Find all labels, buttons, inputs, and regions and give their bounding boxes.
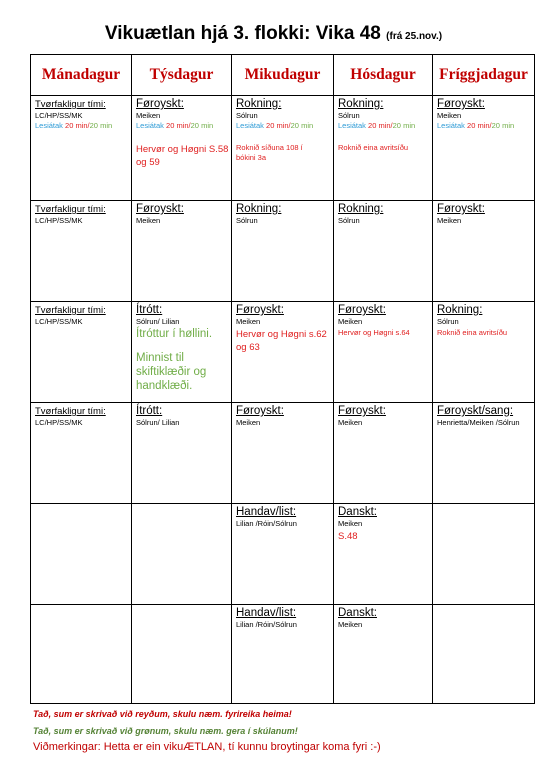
lesson-teacher: Henrietta/Meiken /Sólrun [437,418,520,427]
lesson-subject: Rokning: [236,203,282,215]
lesson-subject: Føroyskt: [437,98,485,110]
lesson-subject: Føroyskt: [338,405,386,417]
table-row [31,201,535,302]
lesson-subject: Føroyskt: [236,304,284,316]
title-main: Vikuætlan hjá 3. flokki: Vika 48 [104,23,381,44]
lesson-subject: Rokning: [338,203,384,215]
day-header-monday: Mánadagur [31,55,132,96]
lesson-cell [232,201,334,302]
lesson-cell [31,403,132,504]
table-row [31,302,535,403]
lesson-subject: Føroyskt: [136,203,184,215]
lesson-cell [334,504,433,605]
page-title [0,22,547,49]
table-row [31,605,535,704]
lesson-cell [132,302,232,403]
lesson-teacher: Meiken [236,418,261,427]
lesson-subject: Tvørfakligur tími: [35,99,106,110]
lesson-teacher: Sólrun [338,111,360,120]
lesson-subject: Føroyskt: [136,98,184,110]
day-header-row [31,55,535,96]
day-header-friday: Fríggjadagur [433,55,535,96]
table-row [31,504,535,605]
homework-note: S.48 [338,531,358,542]
lesson-teacher: Meiken [136,216,161,225]
lesson-subject: Danskt: [338,506,377,518]
reading-line: Lesiátak 20 min/20 min [338,121,416,130]
title-date-range: (frá 25.nov.) [386,31,443,42]
lesson-subject: Handav/list: [236,506,297,518]
table-row [31,403,535,504]
lesson-subject: Ítrótt: [136,304,163,316]
lesson-cell [334,403,433,504]
day-header-wednesday: Mikudagur [232,55,334,96]
lesson-cell [433,302,535,403]
lesson-teacher: LC/HP/SS/MK [35,111,83,120]
lesson-cell [334,605,433,704]
lesson-cell [334,96,433,201]
homework-note: Hervør og Høgni S.58 og 59 [136,144,229,168]
lesson-teacher: LC/HP/SS/MK [35,418,83,427]
day-header-tuesday: Týsdagur [132,55,232,96]
lesson-cell [31,302,132,403]
lesson-cell [132,96,232,201]
lesson-teacher: Sólrun [236,216,258,225]
footer-remarks: Viðmerkingar: Hetta er ein vikuÆTLAN, tí kunnu broytingar koma fyri :-) [33,741,381,753]
reading-line: Lesiátak 20 min/20 min [236,121,314,130]
reading-line: Lesiátak 20 min/20 min [136,121,214,130]
lesson-cell [232,403,334,504]
lesson-teacher: Meiken [338,317,363,326]
lesson-teacher: Meiken [136,111,161,120]
lesson-subject: Rokning: [236,98,282,110]
lesson-teacher: Meiken [338,418,363,427]
lesson-cell [31,96,132,201]
lesson-cell [232,302,334,403]
lesson-teacher: Lilian /Róin/Sólrun [236,519,297,528]
homework-note: Roknið eina avritsíðu [437,328,508,337]
empty-cell [132,504,232,605]
lesson-teacher: Meiken [437,216,462,225]
lesson-cell [334,302,433,403]
lesson-teacher: Meiken [236,317,261,326]
lesson-cell [433,201,535,302]
empty-cell [433,605,535,704]
lesson-teacher: Meiken [338,620,363,629]
homework-note: Roknið eina avritsíðu [338,143,409,152]
lesson-cell [132,403,232,504]
lesson-subject: Tvørfakligur tími: [35,406,106,417]
schedule-table [30,54,535,704]
lesson-subject: Danskt: [338,607,377,619]
lesson-teacher: LC/HP/SS/MK [35,317,83,326]
lesson-cell [433,403,535,504]
lesson-subject: Føroyskt: [236,405,284,417]
lesson-subject: Tvørfakligur tími: [35,305,106,316]
homework-note: Hervør og Høgni s.62 og 63 [236,329,327,353]
classwork-note: Ítróttur í høllini. [136,328,213,340]
footer-red-legend: Tað, sum er skrivað við reyðum, skulu næm. fyrireika heima! [33,709,292,719]
lesson-teacher: Sólrun [236,111,258,120]
lesson-subject: Tvørfakligur tími: [35,204,106,215]
homework-note: Roknið síðuna 108 í bókini 3a [236,143,303,162]
lesson-teacher: Sólrun/ Lilian [136,418,180,427]
reading-line: Lesiátak 20 min/20 min [35,121,113,130]
lesson-subject: Føroyskt: [437,203,485,215]
lesson-teacher: Meiken [338,519,363,528]
lesson-cell [31,201,132,302]
lesson-teacher: Sólrun [338,216,360,225]
lesson-cell [232,504,334,605]
classwork-note: Minnist til skiftiklæðir og handklæði. [136,352,207,392]
lesson-teacher: Sólrun [437,317,459,326]
footer-green-legend: Tað, sum er skrivað við grønum, skulu næm. gera í skúlanum! [33,726,298,736]
lesson-subject: Føroyskt/sang: [437,405,514,417]
table-row [31,96,535,201]
lesson-teacher: Meiken [437,111,462,120]
lesson-subject: Ítrótt: [136,405,163,417]
reading-line: Lesiátak 20 min/20 min [437,121,515,130]
lesson-cell [433,96,535,201]
lesson-teacher: Sólrun/ Lilian [136,317,180,326]
lesson-teacher: Lilian /Róin/Sólrun [236,620,297,629]
lesson-subject: Rokning: [437,304,483,316]
empty-cell [433,504,535,605]
lesson-cell [334,201,433,302]
empty-cell [31,504,132,605]
lesson-cell [232,605,334,704]
lesson-subject: Handav/list: [236,607,297,619]
day-header-thursday: Hósdagur [334,55,433,96]
lesson-teacher: LC/HP/SS/MK [35,216,83,225]
empty-cell [31,605,132,704]
lesson-subject: Rokning: [338,98,384,110]
homework-note: Hervør og Høgni s.64 [338,328,410,337]
empty-cell [132,605,232,704]
lesson-subject: Føroyskt: [338,304,386,316]
lesson-cell [132,201,232,302]
lesson-cell [232,96,334,201]
